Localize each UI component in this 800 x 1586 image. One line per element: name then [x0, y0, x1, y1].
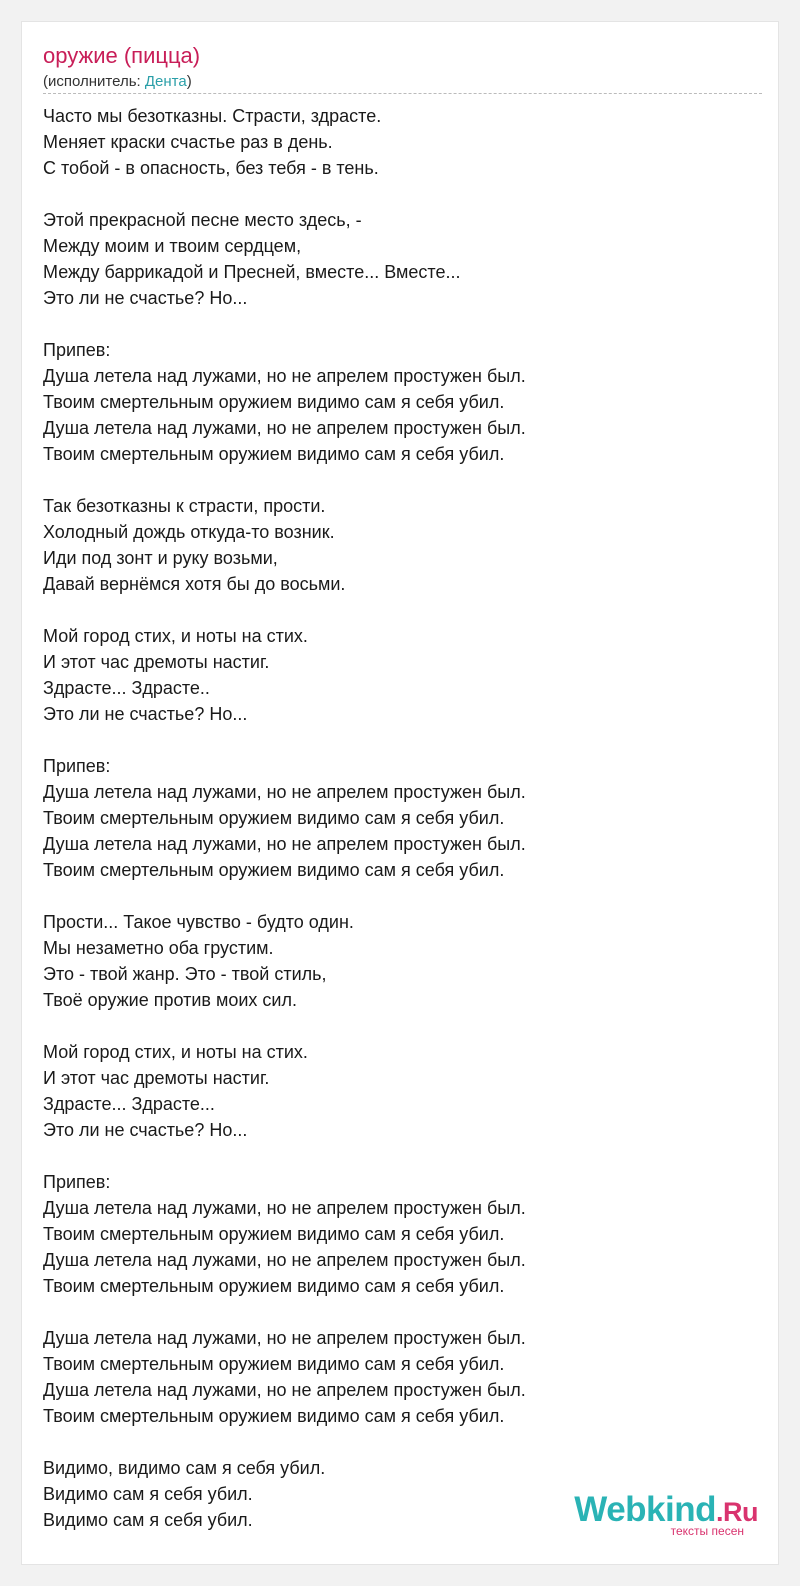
stanza — [43, 909, 526, 1013]
lyric-line: Мой город стих, и ноты на стих. — [43, 1042, 308, 1062]
lyric-line: Припев: — [43, 1172, 111, 1192]
lyric-line: Душа летела над лужами, но не апрелем простужен был. — [43, 1328, 526, 1348]
lyric-line: Это ли не счастье? Но... — [43, 1120, 248, 1140]
lyric-line: Часто мы безотказны. Страсти, здрасте. — [43, 106, 382, 126]
lyric-line: И этот час дремоты настиг. — [43, 652, 270, 672]
artist-suffix: ) — [186, 73, 192, 90]
lyric-line: Это ли не счастье? Но... — [43, 704, 248, 724]
lyric-line: Здрасте... Здрасте.. — [43, 678, 210, 698]
stanza — [43, 103, 526, 181]
lyric-line: Так безотказны к страсти, прости. — [43, 496, 326, 516]
lyric-line: Видимо сам я себя убил. — [43, 1510, 253, 1530]
lyric-line: Этой прекрасной песне место здесь, - — [43, 210, 362, 230]
lyric-line: Припев: — [43, 756, 111, 776]
lyric-line: Мы незаметно оба грустим. — [43, 938, 274, 958]
song-title: оружие (пицца) — [43, 43, 201, 68]
lyric-line: Душа летела над лужами, но не апрелем простужен был. — [43, 418, 526, 438]
stanza — [43, 337, 526, 467]
lyrics-text — [43, 103, 526, 1533]
lyric-line: Холодный дождь откуда-то возник. — [43, 522, 335, 542]
artist-line — [43, 72, 192, 92]
lyric-line: Между баррикадой и Пресней, вместе... Вместе... — [43, 262, 461, 282]
lyric-line: Душа летела над лужами, но не апрелем простужен был. — [43, 1250, 526, 1270]
artist-link[interactable]: Дента — [144, 73, 187, 90]
logo-tld: .Ru — [716, 1497, 758, 1527]
stanza — [43, 1169, 526, 1299]
lyric-line: Душа летела над лужами, но не апрелем простужен был. — [43, 366, 526, 386]
lyric-line: Твоим смертельным оружием видимо сам я себя убил. — [43, 1406, 505, 1426]
lyrics-card — [21, 21, 779, 1565]
lyric-line: Твоим смертельным оружием видимо сам я себя убил. — [43, 392, 505, 412]
lyric-line: Между моим и твоим сердцем, — [43, 236, 302, 256]
lyric-line: Это ли не счастье? Но... — [43, 288, 248, 308]
stanza — [43, 1325, 526, 1429]
stanza — [43, 753, 526, 883]
lyric-line: Твоё оружие против моих сил. — [43, 990, 297, 1010]
site-logo[interactable] — [558, 1490, 758, 1542]
stanza — [43, 1039, 526, 1143]
lyric-line: Это - твой жанр. Это - твой стиль, — [43, 964, 327, 984]
lyric-line: Твоим смертельным оружием видимо сам я себя убил. — [43, 860, 505, 880]
lyric-line: Иди под зонт и руку возьми, — [43, 548, 278, 568]
divider — [43, 93, 762, 94]
artist-prefix: (исполнитель: — [43, 73, 145, 90]
stanza — [43, 623, 526, 727]
lyric-line: Прости... Такое чувство - будто один. — [43, 912, 354, 932]
logo-tagline: тексты песен — [670, 1524, 744, 1538]
lyric-line: Твоим смертельным оружием видимо сам я себя убил. — [43, 1354, 505, 1374]
lyric-line: Твоим смертельным оружием видимо сам я себя убил. — [43, 1276, 505, 1296]
lyric-line: Душа летела над лужами, но не апрелем простужен был. — [43, 1380, 526, 1400]
lyric-line: И этот час дремоты настиг. — [43, 1068, 270, 1088]
lyric-line: Душа летела над лужами, но не апрелем простужен был. — [43, 1198, 526, 1218]
lyric-line: Душа летела над лужами, но не апрелем простужен был. — [43, 834, 526, 854]
lyric-line: Видимо, видимо сам я себя убил. — [43, 1458, 326, 1478]
stanza — [43, 1455, 526, 1533]
lyric-line: Душа летела над лужами, но не апрелем простужен был. — [43, 782, 526, 802]
lyric-line: Меняет краски счастье раз в день. — [43, 132, 333, 152]
lyric-line: Здрасте... Здрасте... — [43, 1094, 215, 1114]
lyric-line: Твоим смертельным оружием видимо сам я себя убил. — [43, 444, 505, 464]
lyric-line: С тобой - в опасность, без тебя - в тень. — [43, 158, 379, 178]
lyric-line: Видимо сам я себя убил. — [43, 1484, 253, 1504]
lyric-line: Твоим смертельным оружием видимо сам я себя убил. — [43, 808, 505, 828]
stanza — [43, 207, 526, 311]
stanza — [43, 493, 526, 597]
lyric-line: Давай вернёмся хотя бы до восьми. — [43, 574, 346, 594]
logo-main-text: Webkind — [574, 1490, 716, 1529]
lyric-line: Твоим смертельным оружием видимо сам я себя убил. — [43, 1224, 505, 1244]
lyric-line: Мой город стих, и ноты на стих. — [43, 626, 308, 646]
lyric-line: Припев: — [43, 340, 111, 360]
